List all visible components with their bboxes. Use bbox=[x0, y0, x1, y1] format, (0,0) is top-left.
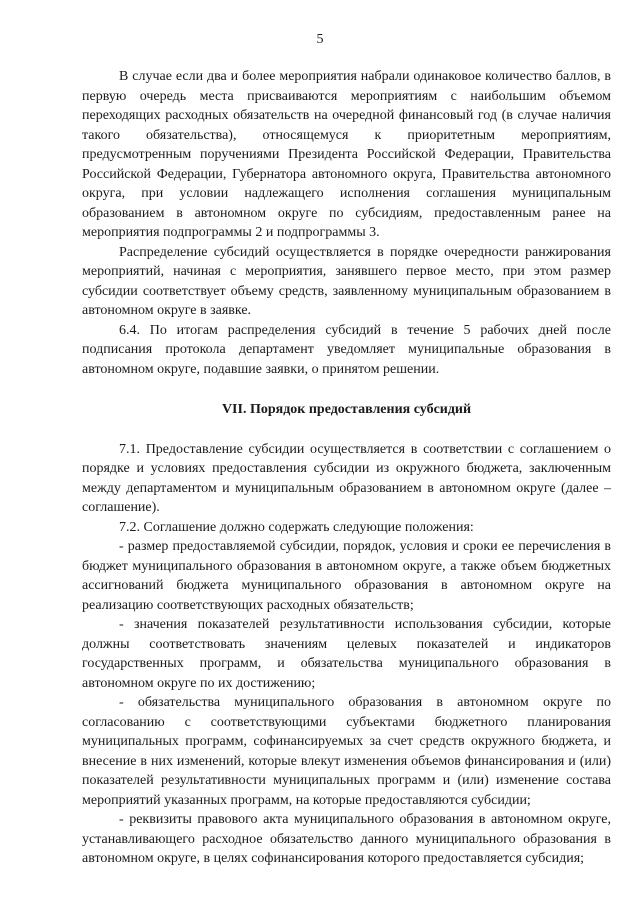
paragraph-equal-scores: В случае если два и более мероприятия набрали одинаковое количество баллов, в первую очередь места присваиваются мероприятиям с наибольшим объемом переходящих расходных обязательств на очередной финансовый год (в случае наличия такого обязательства), относящемуся к приоритетным мероприятиям, предусмотренным поручениями Президента Российской Федерации, Правительства Российской Федерации, Губернатора автономного округа, Правительства автономного округа, при условии надлежащего исполнения соглашения муниципальным образованием в автономном округе по субсидиям, предоставленным ранее на мероприятия подпрограммы 2 и подпрограммы 3. bbox=[82, 69, 611, 240]
document-body bbox=[82, 67, 611, 869]
paragraph-7-1: 7.1. Предоставление субсидии осуществляется в соответствии с соглашением о порядке и условиях предоставления субсидии из окружного бюджета, заключенным между департаментом и муниципальным образованием в автономном округе (далее – соглашение). bbox=[82, 441, 611, 515]
list-item-municipal-obligations: - обязательства муниципального образования в автономном округе по согласованию с соответствующими субъектами бюджетного планирования муниципальных программ, софинансируемых за счет средств окружного бюджета, и внесение в них изменений, которые влекут изменения объемов финансирования и (или) показателей результативности муниципальных программ и (или) изменение состава мероприятий указанных программ, на которые предоставляются субсидии; bbox=[82, 695, 611, 808]
paragraph-distribution-order: Распределение субсидий осуществляется в порядке очередности ранжирования мероприятий, начиная с мероприятия, занявшего первое место, при этом размер субсидии соответствует объему средств, заявленному муниципальным образованием в автономном округе в заявке. bbox=[82, 244, 611, 318]
list-item-performance-indicators: - значения показателей результативности использования субсидии, которые должны соответствовать значениям целевых показателей и индикаторов государственных программ, и обязательства муниципального образования в автономном округе по их достижению; bbox=[82, 617, 611, 691]
page-number: 5 bbox=[316, 32, 324, 47]
paragraph-6-4: 6.4. По итогам распределения субсидий в течение 5 рабочих дней после подписания протокола департамент уведомляет муниципальные образования в автономном округе, подавшие заявки, о принятом решении. bbox=[82, 322, 611, 377]
section-heading: VII. Порядок предоставления субсидий bbox=[221, 402, 472, 417]
paragraph-7-2: 7.2. Соглашение должно содержать следующие положения: bbox=[119, 519, 474, 535]
list-item-subsidy-size: - размер предоставляемой субсидии, порядок, условия и сроки ее перечисления в бюджет муниципального образования в автономном округе, а также объем бюджетных ассигнований бюджета муниципального образования в автономном округе на реализацию соответствующих расходных обязательств; bbox=[82, 539, 611, 613]
list-item-legal-act-details: - реквизиты правового акта муниципального образования в автономном округе, устанавливающего расходное обязательство данного муниципального образования в автономном округе, в целях софинансирования которого предоставляется субсидия; bbox=[82, 812, 611, 866]
